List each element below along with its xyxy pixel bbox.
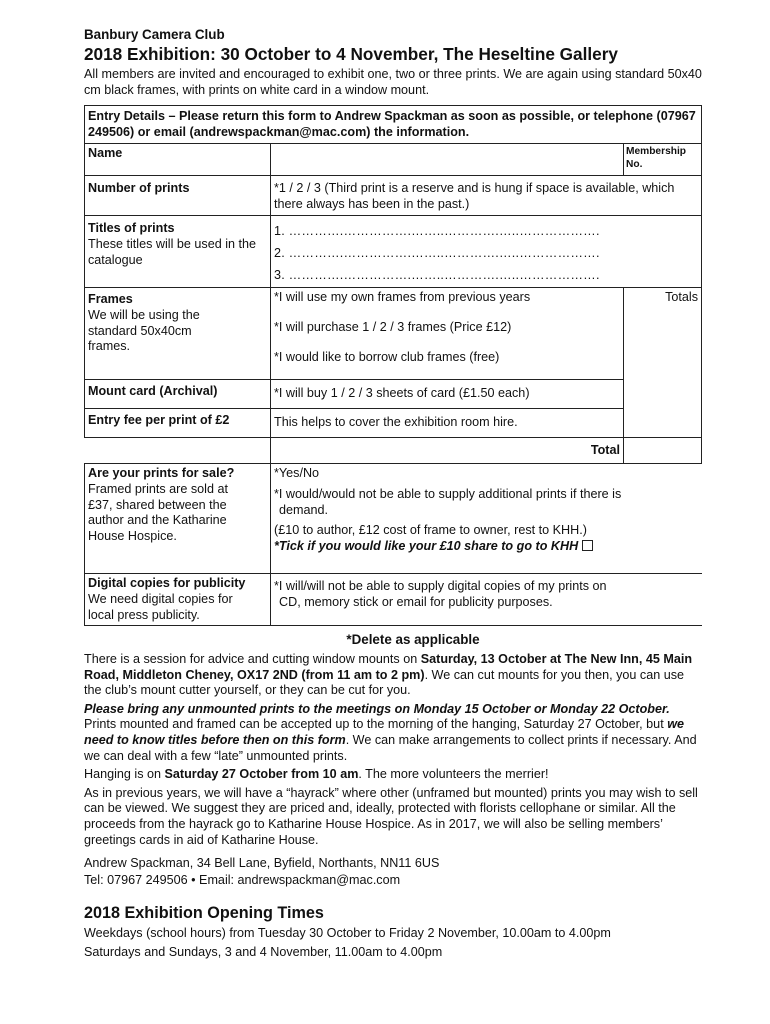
contact-address: Andrew Spackman, 34 Bell Lane, Byfield, Northants, NN11 6US bbox=[84, 856, 440, 871]
hayrack-text: As in previous years, we will have a “hayrack” where other (unframed but mounted) prints you may wish to sell can be viewed. We suggest they are priced and, ideally, protected with florists cellophane or similar. All the proceeds from the hayrack go to Katharine House Hospice. As in 2017, we will also be selling members’ greetings cards in aid of Katharine House. bbox=[84, 785, 698, 847]
fee-text: This helps to cover the exhibition room hire. bbox=[271, 409, 624, 438]
grand-total-field[interactable] bbox=[624, 438, 702, 464]
frames-label-cell bbox=[85, 288, 271, 380]
frames-options bbox=[271, 288, 624, 380]
sale-options bbox=[271, 464, 702, 574]
sale-additional-prints[interactable]: *I would/would not be able to supply additional prints if there is demand. bbox=[274, 486, 622, 517]
opening-times-heading: 2018 Exhibition Opening Times bbox=[84, 904, 324, 923]
frames-option-borrow[interactable]: *I would like to borrow club frames (free) bbox=[274, 349, 500, 364]
prints-options[interactable]: *1 / 2 / 3 (Third print is a reserve and is hung if space is available, which there always has been in the past.) bbox=[271, 176, 702, 216]
sale-split-note: (£10 to author, £12 cost of frame to owner, rest to KHH.) bbox=[274, 523, 587, 538]
title-line-2[interactable]: 2. ………….…………….……..………….…..………………. bbox=[274, 245, 600, 260]
fee-total-field[interactable] bbox=[624, 409, 702, 438]
total-spacer bbox=[85, 438, 271, 464]
mount-label: Mount card (Archival) bbox=[85, 380, 271, 409]
membership-label: Membership No. bbox=[626, 146, 687, 171]
delete-note: *Delete as applicable bbox=[346, 632, 480, 648]
titles-label: Titles of prints bbox=[88, 221, 175, 236]
mount-total-field[interactable] bbox=[624, 380, 702, 409]
club-name: Banbury Camera Club bbox=[84, 27, 225, 42]
checkbox-icon[interactable] bbox=[582, 540, 593, 551]
opening-weekdays: Weekdays (school hours) from Tuesday 30 October to Friday 2 November, 10.00am to 4.00pm bbox=[84, 926, 611, 941]
unmounted-prints-text: Please bring any unmounted prints to the meetings on Monday 15 October or Monday 22 October. Prints mounted and framed can be accepted up to the morning of the hanging, Saturday 27 October, but we need to know titles before then on this form. We can make arrangements to collect prints if necessary. And we can deal with a few “late” unmounted prints. bbox=[84, 701, 697, 763]
title-line-1[interactable]: 1. ………….…………….……..………….…..………………. bbox=[274, 224, 600, 239]
page-title: 2018 Exhibition: 30 October to 4 November, The Heseltine Gallery bbox=[84, 44, 618, 64]
title-line-3[interactable]: 3. ………….…………….……..………….…..………………. bbox=[274, 267, 600, 282]
name-field[interactable] bbox=[271, 144, 624, 176]
contact-details: Tel: 07967 249506 • Email: andrewspackman@mac.com bbox=[84, 872, 401, 887]
frames-label: Frames bbox=[88, 292, 133, 307]
digital-note: We need digital copies for local press publicity. bbox=[88, 591, 233, 622]
digital-label: Digital copies for publicity bbox=[88, 576, 246, 591]
mount-session-text: There is a session for advice and cutting window mounts on Saturday, 13 October at The New Inn, 45 Main Road, Middleton Cheney, OX17 2ND (from 11 am to 2 pm). We can cut mounts for you then, you can use the club’s mount cutter yourself, or they can be cut for you. bbox=[84, 651, 693, 698]
frames-note: We will be using the standard 50x40cm frames. bbox=[88, 307, 200, 354]
sale-yes-no[interactable]: *Yes/No bbox=[274, 466, 320, 481]
titles-note: These titles will be used in the catalogue bbox=[88, 236, 257, 267]
total-label: Total bbox=[271, 438, 624, 464]
sale-label: Are your prints for sale? bbox=[88, 466, 235, 481]
titles-label-cell bbox=[85, 216, 271, 288]
mount-option[interactable]: *I will buy 1 / 2 / 3 sheets of card (£1.50 each) bbox=[271, 380, 624, 409]
titles-fields bbox=[271, 216, 702, 288]
hanging-text: Hanging is on Saturday 27 October from 10 am. The more volunteers the merrier! bbox=[84, 767, 549, 782]
entry-form-table bbox=[84, 105, 702, 626]
digital-label-cell bbox=[85, 574, 271, 626]
totals-label: Totals bbox=[624, 288, 702, 380]
frames-option-own[interactable]: *I will use my own frames from previous years bbox=[274, 290, 531, 305]
opening-weekends: Saturdays and Sundays, 3 and 4 November, 11.00am to 4.00pm bbox=[84, 944, 443, 959]
digital-option[interactable]: *I will/will not be able to supply digital copies of my prints on CD, memory stick or email for publicity purposes. bbox=[271, 574, 702, 626]
prints-label: Number of prints bbox=[85, 176, 271, 216]
sale-label-cell bbox=[85, 464, 271, 574]
membership-number-field[interactable] bbox=[624, 144, 702, 176]
sale-note: Framed prints are sold at £37, shared between the author and the Katharine House Hospice. bbox=[88, 481, 228, 543]
entry-details-text: Entry Details – Please return this form to Andrew Spackman as soon as possible, or telephone (07967 249506) or email (andrewspackman@mac.com) the information. bbox=[85, 106, 702, 144]
sale-khh-tick[interactable]: *Tick if you would like your £10 share to go to KHH bbox=[274, 539, 699, 555]
intro-text: All members are invited and encouraged to exhibit one, two or three prints. We are again using standard 50x40 cm black frames, with prints on white card in a window mount. bbox=[84, 67, 702, 97]
name-label: Name bbox=[85, 144, 271, 176]
exhibition-entry-form bbox=[84, 26, 702, 960]
frames-option-purchase[interactable]: *I will purchase 1 / 2 / 3 frames (Price £12) bbox=[274, 319, 512, 334]
fee-label: Entry fee per print of £2 bbox=[85, 409, 271, 438]
